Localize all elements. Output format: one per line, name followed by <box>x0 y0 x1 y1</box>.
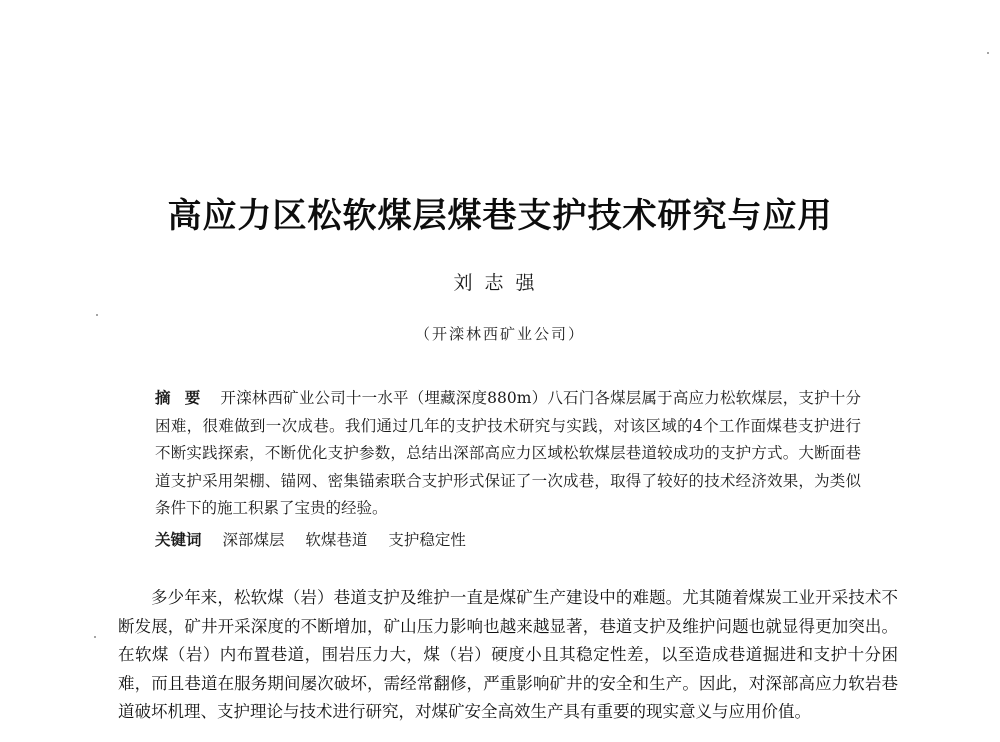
body-paragraph: 多少年来，松软煤（岩）巷道支护及维护一直是煤矿生产建设中的难题。尤其随着煤炭工业开采技术不断发展，矿井开采深度的不断增加，矿山压力影响也越来越显著，巷道支护及维护问题也就显得更加突出。在软煤（岩）内布置巷道，围岩压力大，煤（岩）硬度小且其稳定性差，以至造成巷道掘进和支护十分困难，而且巷道在服务期间屡次破坏，需经常翻修，严重影响矿井的安全和生产。因此，对深部高应力软岩巷道破坏机理、支护理论与技术进行研究，对煤矿安全高效生产具有重要的现实意义与应用价值。 <box>118 588 898 721</box>
scan-speck <box>987 52 989 54</box>
abstract-label: 摘要 <box>155 389 215 407</box>
scan-speck <box>94 636 96 638</box>
keyword-item: 深部煤层 <box>222 531 285 549</box>
keyword-item: 支护稳定性 <box>388 531 466 549</box>
abstract-text: 开滦林西矿业公司十一水平（埋藏深度880m）八石门各煤层属于高应力松软煤层，支护十分困难，很难做到一次成巷。我们通过几年的支护技术研究与实践，对该区域的4个工作面煤巷支护进行不断实践探索，不断优化支护参数，总结出深部高应力区域松软煤层巷道较成功的支护方式。大断面巷道支护采用架棚、锚网、密集锚索联合支护形式保证了一次成巷，取得了较好的技术经济效果，为类似条件下的施工积累了宝贵的经验。 <box>155 389 861 517</box>
paper-title: 高应力区松软煤层煤巷支护技术研究与应用 <box>167 196 833 236</box>
keywords-label: 关键词 <box>155 531 202 549</box>
author-affiliation: （开滦林西矿业公司） <box>414 325 585 343</box>
abstract <box>155 385 861 523</box>
keywords <box>155 528 861 552</box>
author-name: 刘志强 <box>453 272 547 294</box>
keyword-item: 软煤巷道 <box>305 531 368 549</box>
scan-speck <box>96 314 98 316</box>
